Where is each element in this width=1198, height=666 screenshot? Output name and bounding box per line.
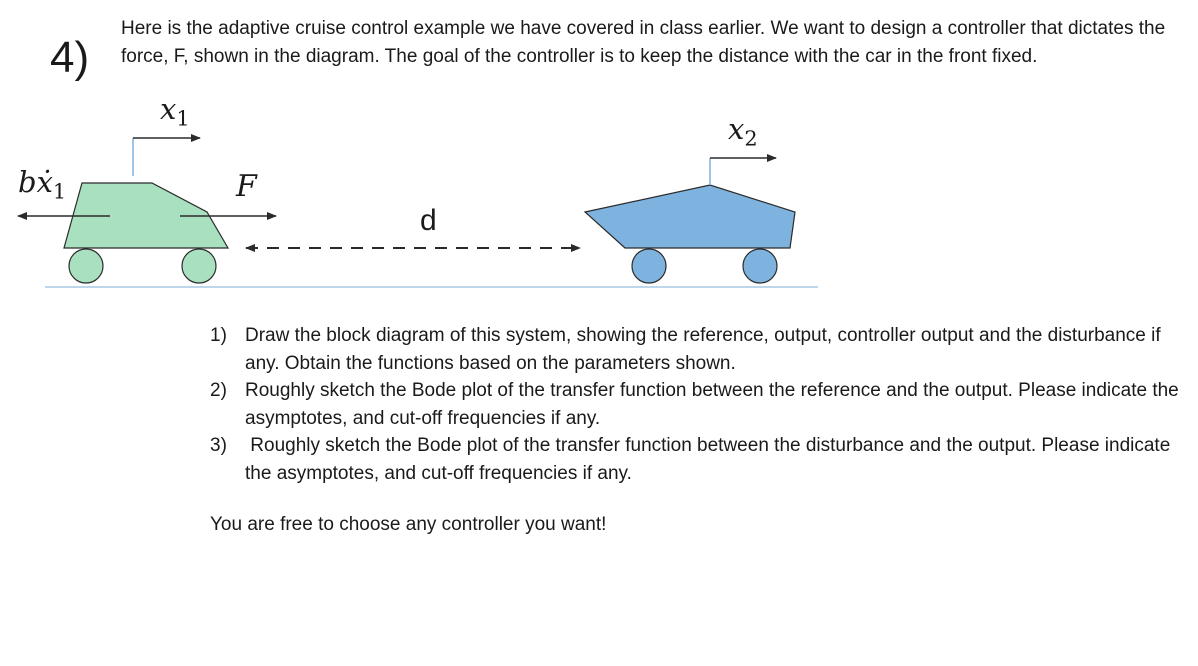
question-text: Draw the block diagram of this system, showing the reference, output, controller output and the disturbance if any. Obtain the functions based on the parameters shown. — [245, 325, 1161, 374]
cruise-control-diagram — [0, 0, 1198, 310]
follower-car — [64, 183, 228, 283]
follower-car-rear-wheel — [69, 249, 103, 283]
distance-label: d — [420, 204, 437, 237]
x1-label: $x_1$ — [160, 92, 190, 131]
question-list — [210, 322, 1185, 487]
x2-position-arrow — [710, 158, 776, 185]
force-label: F — [236, 169, 257, 204]
lead-car — [585, 185, 795, 283]
x2-label: $x_2$ — [728, 112, 758, 151]
problem-intro: Here is the adaptive cruise control example we have covered in class earlier. We want to design a controller that dictates the force, F, shown in the diagram. The goal of the controller is to keep the distance with the car in the front fixed. — [121, 18, 1166, 67]
question-number: 2) — [210, 380, 227, 401]
question-item — [210, 322, 1185, 377]
question-text: Roughly sketch the Bode plot of the transfer function between the disturbance and the output. Please indicate the asymptotes, and cut-off frequencies if any. — [245, 435, 1176, 484]
follower-car-front-wheel — [182, 249, 216, 283]
x1-position-arrow — [133, 138, 200, 176]
lead-car-front-wheel — [743, 249, 777, 283]
problem-number: 4) — [50, 33, 90, 82]
lead-car-rear-wheel — [632, 249, 666, 283]
friction-label: bẋ$_1$ — [18, 165, 67, 204]
question-item — [210, 432, 1185, 487]
question-text: Roughly sketch the Bode plot of the transfer function between the reference and the output. Please indicate the asymptotes, and cut-off frequencies if any. — [245, 380, 1179, 429]
lead-car-body — [585, 185, 795, 248]
question-number: 3) — [210, 435, 227, 456]
question-number: 1) — [210, 325, 227, 346]
question-item — [210, 377, 1185, 432]
closing-note: You are free to choose any controller you want! — [210, 514, 607, 535]
